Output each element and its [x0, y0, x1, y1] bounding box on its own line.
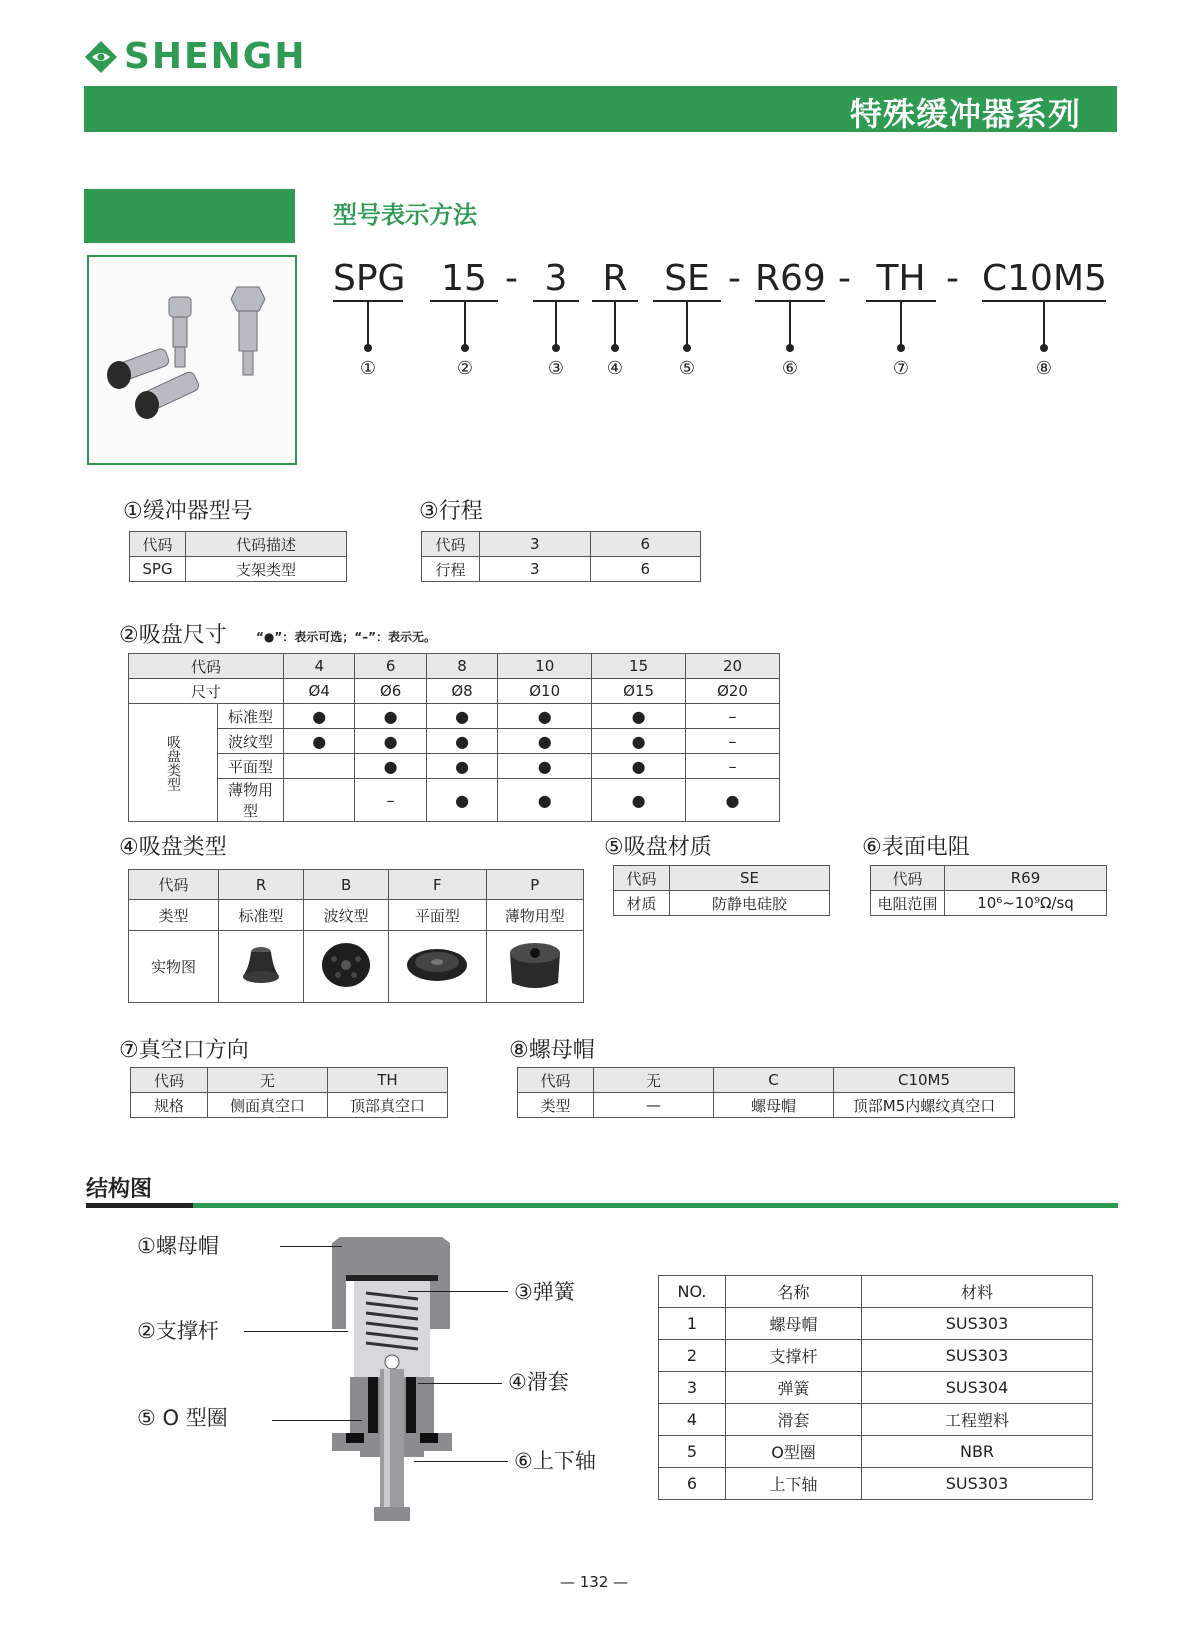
table-cell: Ø4 [284, 679, 355, 704]
structure-rule-black [86, 1203, 193, 1208]
table-cell: O型圈 [726, 1436, 862, 1468]
table-cell: C10M5 [834, 1068, 1015, 1093]
leader-line [414, 1461, 508, 1462]
table-cell: R69 [945, 866, 1107, 891]
model-section-title: 型号表示方法 [333, 201, 477, 229]
code-part-stroke: 3 [544, 258, 568, 299]
table-cell: R [219, 870, 304, 900]
sec2-note: “●”：表示可选；“–”：表示无。 [256, 630, 437, 644]
code-dash: - [946, 258, 959, 299]
table-cell: 类型 [518, 1093, 594, 1118]
sec8-table [517, 1067, 1015, 1118]
table-cell: 3 [480, 557, 591, 582]
table-cell: ● [592, 754, 686, 779]
green-accent-block [84, 189, 295, 243]
table-cell: 代码 [130, 532, 186, 557]
table-cell: ● [426, 704, 497, 729]
table-cell: 上下轴 [726, 1468, 862, 1500]
table-cell: 6 [355, 654, 426, 679]
table-cell: – [686, 729, 780, 754]
structure-rule-green [193, 1203, 1118, 1208]
code-dash: - [505, 258, 518, 299]
logo-diamond-icon [84, 40, 118, 74]
table-cell: ● [498, 754, 592, 779]
cup-image-standard [219, 931, 304, 1003]
table-cell: 2 [659, 1340, 726, 1372]
table-cell: P [486, 870, 583, 900]
table-cell: 实物图 [129, 931, 219, 1003]
table-cell: 代码 [871, 866, 945, 891]
table-cell: 行程 [422, 557, 480, 582]
sec5-title: ⑤吸盘材质 [604, 835, 712, 860]
table-cell: 代码 [518, 1068, 594, 1093]
leader-line [244, 1331, 348, 1332]
table-cell: 弹簧 [726, 1372, 862, 1404]
code-part-cap: C10M5 [982, 258, 1107, 299]
code-stem [367, 302, 369, 348]
code-dash: - [838, 258, 851, 299]
table-cell: SUS303 [862, 1340, 1093, 1372]
table-cell: C [714, 1068, 834, 1093]
table-cell: 防静电硅胶 [670, 891, 830, 916]
table-cell: 顶部M5内螺纹真空口 [834, 1093, 1015, 1118]
sec1-title: ①缓冲器型号 [123, 499, 253, 524]
table-cell: 螺母帽 [726, 1308, 862, 1340]
code-num-2: ② [456, 358, 474, 379]
table-cell: 4 [284, 654, 355, 679]
table-cell: – [686, 754, 780, 779]
structure-diagram [320, 1237, 470, 1527]
code-part-material: SE [664, 258, 710, 299]
sec4-title: ④吸盘类型 [119, 835, 227, 860]
table-cell: 代码 [614, 866, 670, 891]
table-cell: ● [498, 704, 592, 729]
table-cell: 标准型 [219, 900, 304, 931]
code-dot [683, 344, 691, 352]
table-cell: ● [426, 754, 497, 779]
code-num-5: ⑤ [678, 358, 696, 379]
code-dot [461, 344, 469, 352]
table-cell: 工程塑料 [862, 1404, 1093, 1436]
page-number: — 132 — [560, 1573, 629, 1591]
table-cell: ● [284, 729, 355, 754]
table-cell: 8 [426, 654, 497, 679]
code-part-type: R [602, 258, 628, 299]
sec3-title: ③行程 [419, 499, 483, 524]
sec7-title: ⑦真空口方向 [119, 1038, 249, 1063]
table-cell: 代码描述 [186, 532, 347, 557]
table-cell: ● [686, 779, 780, 822]
table-cell: 螺母帽 [714, 1093, 834, 1118]
label-spring: ③弹簧 [514, 1280, 575, 1304]
table-cell: 6 [659, 1468, 726, 1500]
label-sleeve: ④滑套 [508, 1370, 569, 1394]
table-cell: 类型 [129, 900, 219, 931]
table-cell: 4 [659, 1404, 726, 1436]
table-cell-group: 吸盘类型 [129, 704, 218, 822]
table-cell: NBR [862, 1436, 1093, 1468]
code-dot [364, 344, 372, 352]
table-cell: B [304, 870, 389, 900]
sec3-table [421, 531, 701, 582]
table-cell: 滑套 [726, 1404, 862, 1436]
table-cell: 尺寸 [129, 679, 284, 704]
table-cell: 代码 [131, 1068, 208, 1093]
table-cell: SPG [130, 557, 186, 582]
code-num-7: ⑦ [892, 358, 910, 379]
table-cell: 波纹型 [304, 900, 389, 931]
table-cell: 名称 [726, 1276, 862, 1308]
table-cell: TH [328, 1068, 448, 1093]
cup-image-bellows [304, 931, 389, 1003]
table-cell: ● [426, 779, 497, 822]
sec5-table [613, 865, 830, 916]
table-cell: NO. [659, 1276, 726, 1308]
code-num-3: ③ [547, 358, 565, 379]
code-stem [686, 302, 688, 348]
code-num-8: ⑧ [1035, 358, 1053, 379]
table-cell: SUS303 [862, 1308, 1093, 1340]
table-cell: ● [355, 729, 426, 754]
table-cell: 侧面真空口 [208, 1093, 328, 1118]
table-cell: 平面型 [389, 900, 486, 931]
code-part-size: 15 [441, 258, 487, 299]
table-cell: 15 [592, 654, 686, 679]
sec8-title: ⑧螺母帽 [509, 1038, 595, 1063]
table-cell: 10 [498, 654, 592, 679]
code-stem [1043, 302, 1045, 348]
code-num-1: ① [359, 358, 377, 379]
table-cell: 3 [480, 532, 591, 557]
sec6-table [870, 865, 1107, 916]
table-cell: F [389, 870, 486, 900]
table-cell: SUS304 [862, 1372, 1093, 1404]
table-cell: 无 [594, 1068, 714, 1093]
table-cell: ● [284, 704, 355, 729]
table-cell: ● [592, 729, 686, 754]
cup-image-flat [389, 931, 486, 1003]
table-cell: 5 [659, 1436, 726, 1468]
table-cell: 代码 [129, 654, 284, 679]
table-cell: — [594, 1093, 714, 1118]
code-stem [464, 302, 466, 348]
sec6-title: ⑥表面电阻 [862, 835, 970, 860]
table-cell: ● [498, 779, 592, 822]
table-cell: 顶部真空口 [328, 1093, 448, 1118]
cup-image-thin [486, 931, 583, 1003]
table-cell [284, 779, 355, 822]
table-cell: ● [355, 754, 426, 779]
sec2-table [128, 653, 780, 822]
table-cell: 材质 [614, 891, 670, 916]
table-cell: 代码 [129, 870, 219, 900]
table-cell: 支撑杆 [726, 1340, 862, 1372]
table-cell: 薄物用型 [218, 779, 284, 822]
table-cell: 平面型 [218, 754, 284, 779]
brand-logo [84, 36, 306, 77]
leader-line [408, 1291, 508, 1292]
table-cell: 规格 [131, 1093, 208, 1118]
header-title-bar [84, 86, 1117, 132]
table-cell: 材料 [862, 1276, 1093, 1308]
table-cell: 代码 [422, 532, 480, 557]
table-cell: Ø20 [686, 679, 780, 704]
sec7-table [130, 1067, 448, 1118]
product-photo [87, 255, 297, 465]
table-cell: 10⁶~10⁹Ω/sq [945, 891, 1107, 916]
label-o-ring: ⑤ O 型圈 [137, 1406, 228, 1430]
table-cell: SUS303 [862, 1468, 1093, 1500]
table-cell: 20 [686, 654, 780, 679]
code-part-resistance: R69 [755, 258, 826, 299]
table-cell: ● [355, 704, 426, 729]
table-cell: – [686, 704, 780, 729]
code-num-6: ⑥ [781, 358, 799, 379]
code-stem [555, 302, 557, 348]
leader-line [272, 1420, 362, 1421]
table-cell: – [355, 779, 426, 822]
table-cell: SE [670, 866, 830, 891]
code-part-spg: SPG [333, 258, 406, 299]
table-cell: Ø10 [498, 679, 592, 704]
table-cell: Ø6 [355, 679, 426, 704]
code-dot [611, 344, 619, 352]
code-dot [786, 344, 794, 352]
leader-line [418, 1383, 502, 1384]
code-num-4: ④ [606, 358, 624, 379]
sec4-table [128, 869, 584, 1003]
code-stem [614, 302, 616, 348]
sec2-title: ②吸盘尺寸 [119, 623, 227, 648]
structure-title: 结构图 [86, 1177, 153, 1202]
label-support-rod: ②支撑杆 [137, 1319, 219, 1343]
parts-table [658, 1275, 1093, 1500]
table-cell: 波纹型 [218, 729, 284, 754]
code-stem [900, 302, 902, 348]
table-cell: 1 [659, 1308, 726, 1340]
label-nut-cap: ①螺母帽 [137, 1234, 219, 1258]
table-cell: ● [592, 779, 686, 822]
table-cell: Ø15 [592, 679, 686, 704]
header-title: 特殊缓冲器系列 [849, 95, 1081, 133]
brand-name: SHENGH [124, 36, 307, 77]
table-cell: 无 [208, 1068, 328, 1093]
code-stem [789, 302, 791, 348]
table-cell: 6 [590, 557, 701, 582]
code-dash: - [728, 258, 741, 299]
table-cell: 3 [659, 1372, 726, 1404]
table-cell: 薄物用型 [486, 900, 583, 931]
table-cell: ● [592, 704, 686, 729]
table-cell: 电阻范围 [871, 891, 945, 916]
code-dot [897, 344, 905, 352]
sec1-table [129, 531, 347, 582]
table-cell: 支架类型 [186, 557, 347, 582]
code-dot [1040, 344, 1048, 352]
leader-line [280, 1246, 342, 1247]
table-cell: 标准型 [218, 704, 284, 729]
code-part-port: TH [876, 258, 926, 299]
table-cell [284, 754, 355, 779]
code-dot [552, 344, 560, 352]
table-cell: ● [498, 729, 592, 754]
table-cell: ● [426, 729, 497, 754]
table-cell: Ø8 [426, 679, 497, 704]
table-cell: 6 [590, 532, 701, 557]
label-shaft: ⑥上下轴 [514, 1449, 596, 1473]
